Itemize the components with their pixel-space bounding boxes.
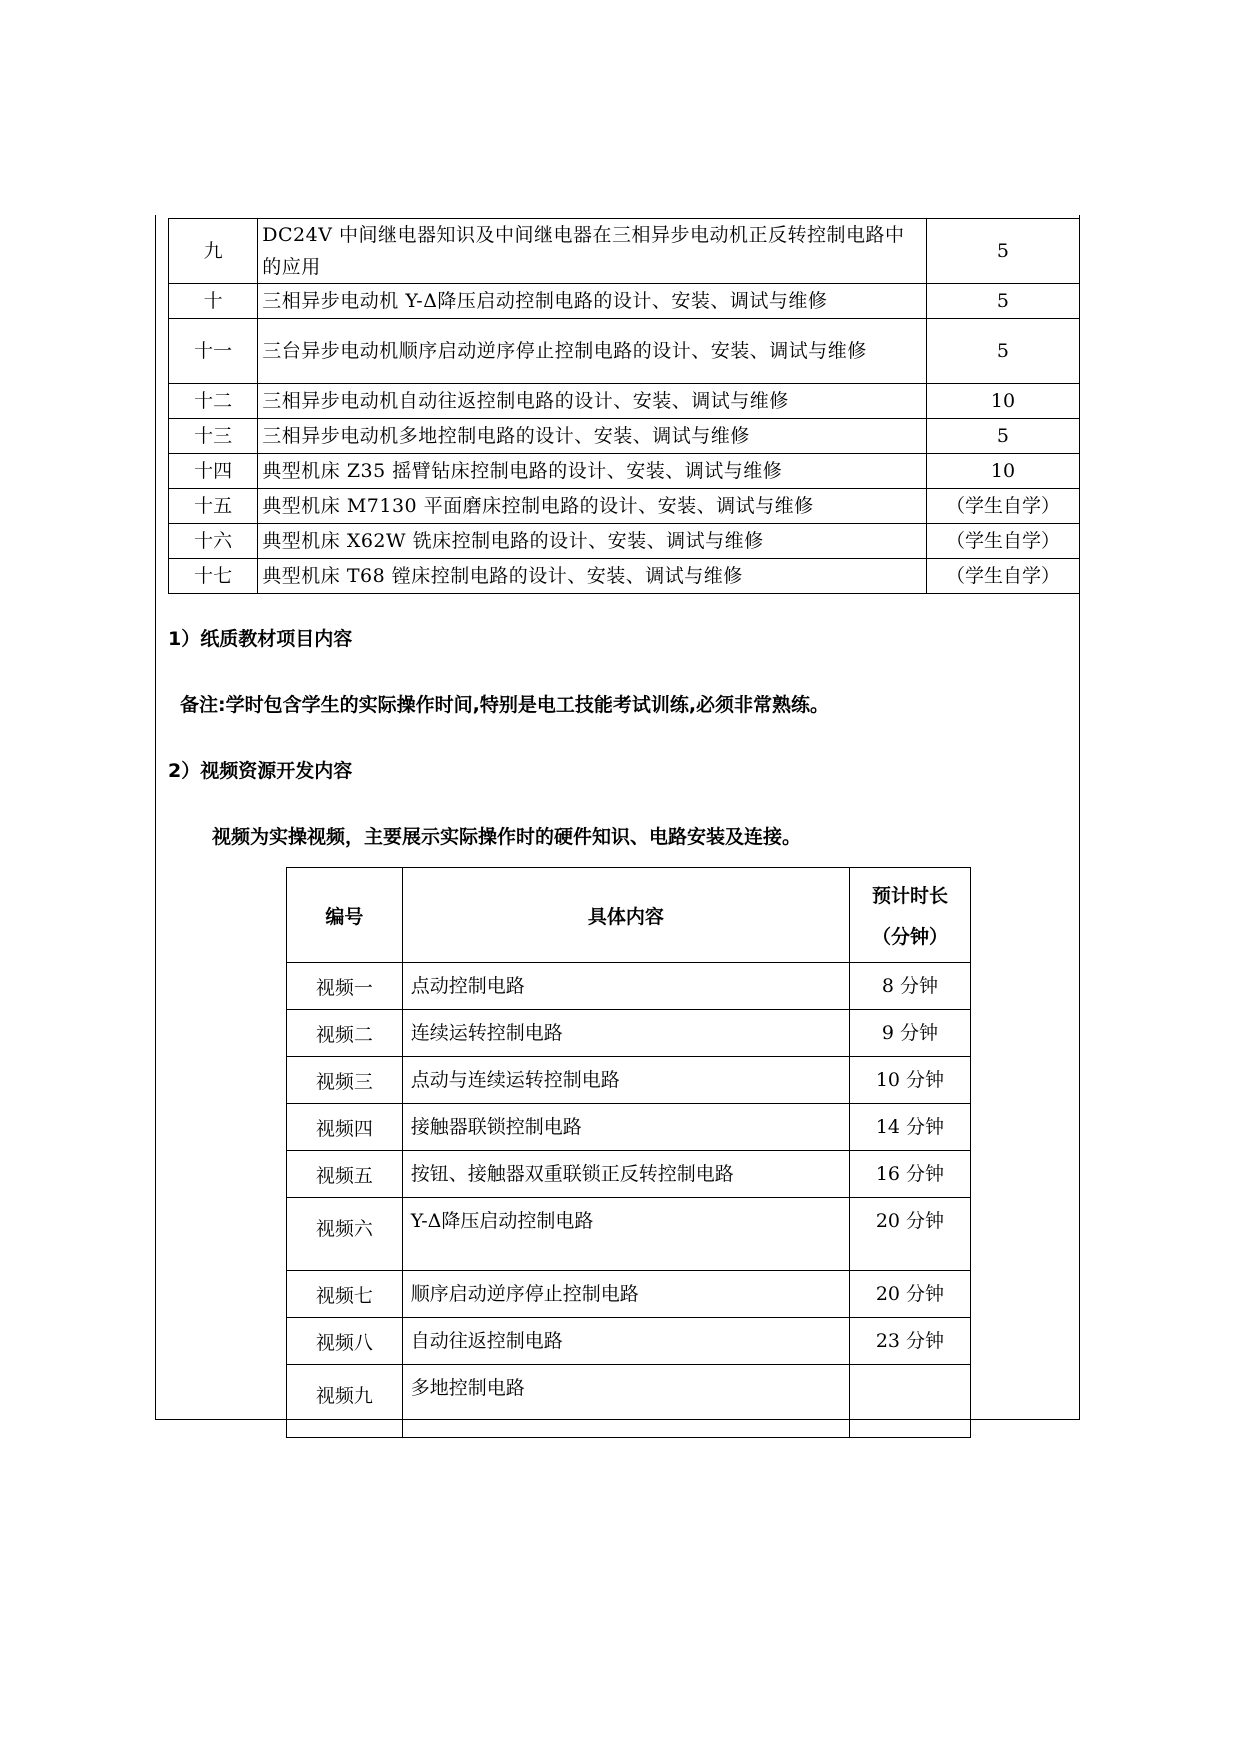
table-row — [169, 284, 1080, 319]
project-number: 十二 — [169, 384, 258, 419]
video-number: 视频九 — [287, 1365, 403, 1438]
video-content: 顺序启动逆序停止控制电路 — [402, 1271, 849, 1318]
project-hours: 5 — [926, 419, 1079, 454]
table-row — [287, 1271, 971, 1318]
video-number: 视频五 — [287, 1151, 403, 1198]
video-duration: 8 分钟 — [849, 963, 970, 1010]
project-content: 典型机床 T68 镗床控制电路的设计、安装、调试与维修 — [258, 559, 927, 594]
project-content: 三相异步电动机 Y-Δ降压启动控制电路的设计、安装、调试与维修 — [258, 284, 927, 319]
video-content: Y-Δ降压启动控制电路 — [402, 1198, 849, 1271]
table-row — [169, 559, 1080, 594]
project-content: 典型机床 Z35 摇臂钻床控制电路的设计、安装、调试与维修 — [258, 454, 927, 489]
video-content: 按钮、接触器双重联锁正反转控制电路 — [402, 1151, 849, 1198]
video-duration: 16 分钟 — [849, 1151, 970, 1198]
section-title-paper: 1）纸质教材项目内容 — [168, 628, 353, 650]
project-number: 十七 — [169, 559, 258, 594]
project-content: 典型机床 X62W 铣床控制电路的设计、安装、调试与维修 — [258, 524, 927, 559]
video-content: 连续运转控制电路 — [402, 1010, 849, 1057]
table-row — [169, 454, 1080, 489]
header-number: 编号 — [287, 868, 403, 963]
table-row — [287, 963, 971, 1010]
table-row — [169, 219, 1080, 284]
video-number: 视频四 — [287, 1104, 403, 1151]
table-row — [287, 1318, 971, 1365]
project-number: 十五 — [169, 489, 258, 524]
table-row — [169, 489, 1080, 524]
video-duration: 10 分钟 — [849, 1057, 970, 1104]
header-content: 具体内容 — [402, 868, 849, 963]
project-hours: 5 — [926, 284, 1079, 319]
video-duration: 23 分钟 — [849, 1318, 970, 1365]
project-hours: 10 — [926, 454, 1079, 489]
table-row — [287, 1365, 971, 1438]
table-row — [287, 1151, 971, 1198]
table-row — [169, 384, 1080, 419]
table-row — [287, 1057, 971, 1104]
header-duration-line2: （分钟） — [871, 926, 948, 948]
project-number: 十三 — [169, 419, 258, 454]
video-duration: 9 分钟 — [849, 1010, 970, 1057]
section-title-video: 2）视频资源开发内容 — [168, 760, 353, 782]
video-duration: 20 分钟 — [849, 1271, 970, 1318]
project-content: 三台异步电动机顺序启动逆序停止控制电路的设计、安装、调试与维修 — [258, 319, 927, 384]
header-duration-line1: 预计时长 — [871, 885, 948, 907]
project-content: DC24V 中间继电器知识及中间继电器在三相异步电动机正反转控制电路中的应用 — [258, 219, 927, 284]
project-number: 十 — [169, 284, 258, 319]
header-duration — [849, 868, 970, 963]
video-duration: 14 分钟 — [849, 1104, 970, 1151]
video-number: 视频六 — [287, 1198, 403, 1271]
table-row — [287, 1198, 971, 1271]
table-row — [169, 419, 1080, 454]
table-row — [169, 524, 1080, 559]
project-hours: 5 — [926, 219, 1079, 284]
table-row — [169, 319, 1080, 384]
video-number: 视频八 — [287, 1318, 403, 1365]
video-number: 视频七 — [287, 1271, 403, 1318]
video-duration: 20 分钟 — [849, 1198, 970, 1271]
project-number: 十一 — [169, 319, 258, 384]
project-hours: （学生自学） — [926, 524, 1079, 559]
project-content: 三相异步电动机多地控制电路的设计、安装、调试与维修 — [258, 419, 927, 454]
project-number: 十六 — [169, 524, 258, 559]
project-content: 典型机床 M7130 平面磨床控制电路的设计、安装、调试与维修 — [258, 489, 927, 524]
video-content: 接触器联锁控制电路 — [402, 1104, 849, 1151]
video-content: 多地控制电路 — [402, 1365, 849, 1438]
video-content: 自动往返控制电路 — [402, 1318, 849, 1365]
video-content: 点动控制电路 — [402, 963, 849, 1010]
project-hours: （学生自学） — [926, 489, 1079, 524]
video-intro-text: 视频为实操视频，主要展示实际操作时的硬件知识、电路安装及连接。 — [212, 826, 802, 848]
project-hours: 10 — [926, 384, 1079, 419]
video-duration — [849, 1365, 970, 1438]
table-header-row — [287, 868, 971, 963]
note-text: 备注:学时包含学生的实际操作时间,特别是电工技能考试训练,必须非常熟练。 — [180, 694, 830, 716]
video-number: 视频一 — [287, 963, 403, 1010]
video-table — [286, 867, 971, 1438]
table-row — [287, 1010, 971, 1057]
table-row — [287, 1104, 971, 1151]
project-number: 十四 — [169, 454, 258, 489]
project-hours: 5 — [926, 319, 1079, 384]
project-content: 三相异步电动机自动往返控制电路的设计、安装、调试与维修 — [258, 384, 927, 419]
project-number: 九 — [169, 219, 258, 284]
video-number: 视频二 — [287, 1010, 403, 1057]
video-content: 点动与连续运转控制电路 — [402, 1057, 849, 1104]
project-table — [168, 218, 1080, 594]
project-hours: （学生自学） — [926, 559, 1079, 594]
video-number: 视频三 — [287, 1057, 403, 1104]
